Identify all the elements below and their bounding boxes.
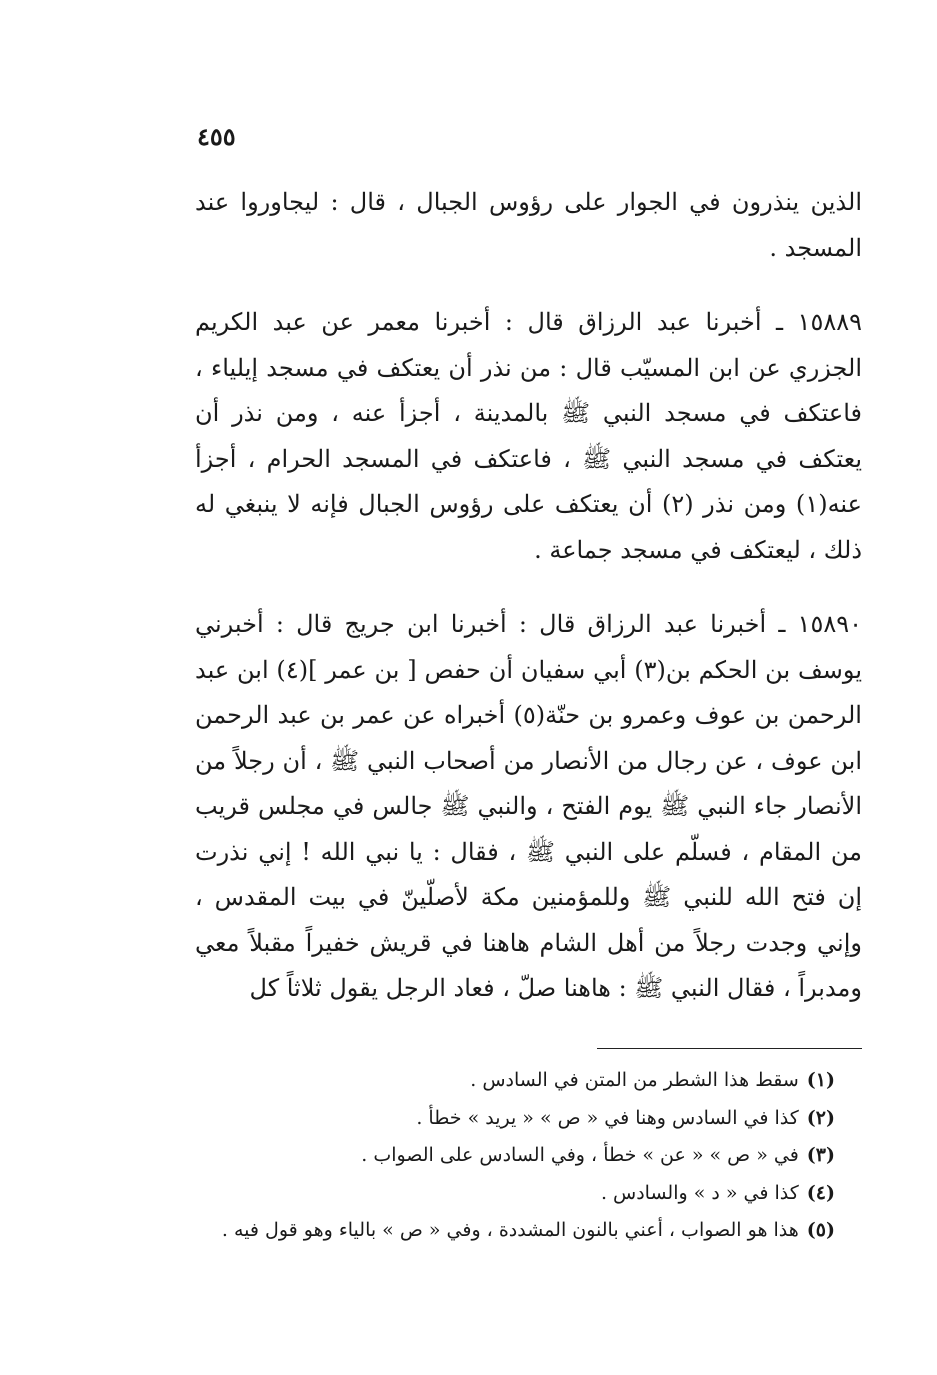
footnote-separator (597, 1048, 862, 1049)
footnote-number: (١) (806, 1069, 835, 1091)
footnote-text: كذا في « د » والسادس . (600, 1181, 799, 1204)
footnote-number: (٢) (806, 1106, 835, 1129)
page-number: ٤٥٥ (197, 122, 236, 151)
footnote-number: (٣) (806, 1144, 835, 1166)
footnote-number: (٥) (806, 1219, 835, 1241)
footnote-number: (٤) (806, 1181, 835, 1204)
footnote-item (195, 1175, 835, 1213)
footnote-text: كذا في السادس وهنا في « ص » « يريد » خطأ . (416, 1106, 799, 1129)
footnote-text: في « ص » « عن » خطأ ، وفي السادس على الصواب . (361, 1144, 799, 1166)
footnote-text: سقط هذا الشطر من المتن في السادس . (470, 1069, 799, 1091)
main-text (195, 180, 862, 1012)
paragraph-15890: ١٥٨٩٠ ـ أخبرنا عبد الرزاق قال : أخبرنا ابن جريج قال : أخبرني يوسف بن الحكم بن(٣) أبي سفيان أن حفص [ بن عمر ](٤) ابن عبد الرحمن بن عوف وعمرو بن حنّة(٥) أخبراه عن عمر بن عبد الرحمن ابن عوف ، عن رجال من الأنصار من أصحاب النبي ﷺ ، أن رجلاً من الأنصار جاء النبي ﷺ يوم الفتح ، والنبي ﷺ جالس في مجلس قريب من المقام ، فسلّم على النبي ﷺ ، فقال : يا نبي الله ! إني نذرت إن فتح الله للنبي ﷺ وللمؤمنين مكة لأصلّينّ في بيت المقدس ، وإني وجدت رجلاً من أهل الشام هاهنا في قريش خفيراً مقبلاً معي ومدبراً ، فقال النبي ﷺ : هاهنا صلّ ، فعاد الرجل يقول ثلاثاً كل (195, 610, 862, 1002)
footnote-text: هذا هو الصواب ، أعني بالنون المشددة ، وفي « ص » بالياء وهو قول فيه . (221, 1219, 799, 1241)
paragraph-intro: الذين ينذرون في الجوار على رؤوس الجبال ، قال : ليجاوروا عند المسجد . (195, 188, 863, 262)
footnote-item (195, 1212, 835, 1250)
footnotes (195, 1062, 835, 1250)
footnote-item (195, 1100, 835, 1138)
footnote-item (195, 1137, 835, 1175)
footnote-item (195, 1062, 835, 1100)
paragraph-15889: ١٥٨٨٩ ـ أخبرنا عبد الرزاق قال : أخبرنا معمر عن عبد الكريم الجزري عن ابن المسيّب قال : من نذر أن يعتكف في مسجد إيلياء ، فاعتكف في مسجد النبي ﷺ بالمدينة ، أجزأ عنه ، ومن نذر أن يعتكف في مسجد النبي ﷺ ، فاعتكف في المسجد الحرام ، أجزأ عنه(١) ومن نذر (٢) أن يعتكف على رؤوس الجبال فإنه لا ينبغي له ذلك ، ليعتكف في مسجد جماعة . (195, 308, 862, 564)
